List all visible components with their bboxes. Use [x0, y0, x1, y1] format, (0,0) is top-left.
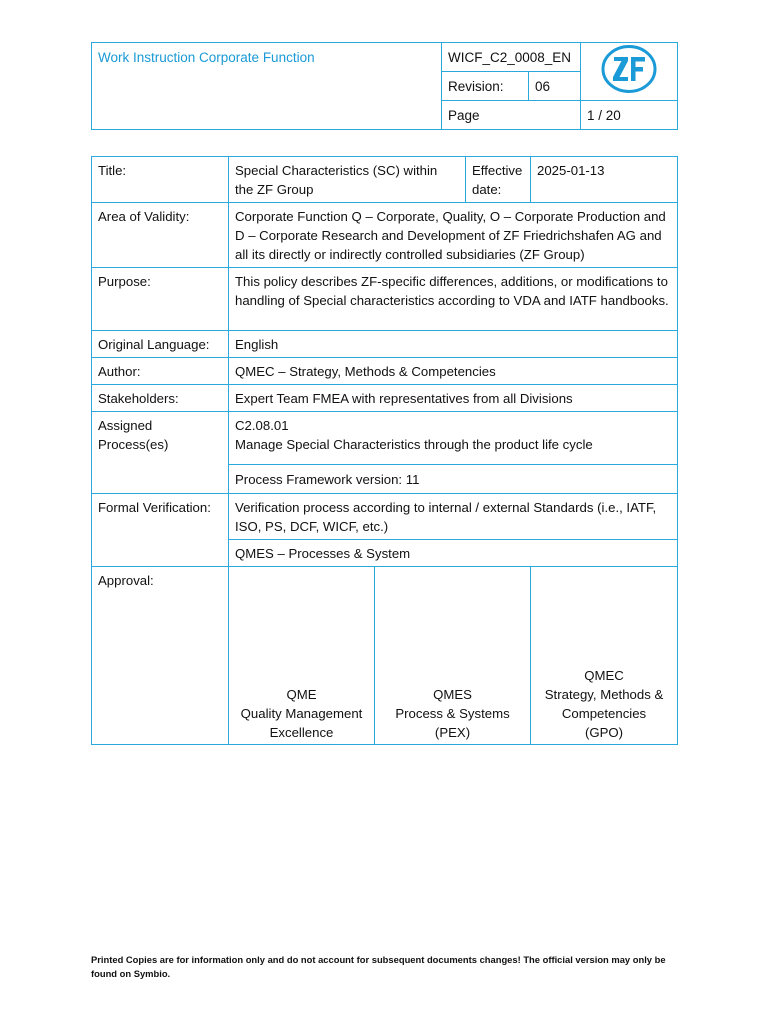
approver-qmec: [531, 567, 678, 745]
revision-label: Revision:: [442, 72, 529, 101]
author-label: Author:: [92, 358, 229, 385]
validity-value: Corporate Function Q – Corporate, Quality, O – Corporate Production and D – Corporate Research and Development of ZF Friedrichshafen AG and all its directly or indirectly controlled subsidiaries (ZF Group): [229, 203, 678, 268]
approver-role: (GPO): [584, 725, 624, 740]
document-type-title: Work Instruction Corporate Function: [92, 43, 442, 130]
approver-name: Competencies: [561, 706, 647, 721]
title-label: Title:: [92, 157, 229, 203]
process-code: C2.08.01: [235, 418, 289, 433]
zf-logo-icon: [600, 44, 658, 94]
language-value: English: [229, 331, 678, 358]
purpose-value: This policy describes ZF-specific differences, additions, or modifications to handling of Special characteristics according to VDA and IATF handbooks.: [229, 268, 678, 331]
approver-name: (PEX): [434, 725, 471, 740]
effective-date-label: Effective date:: [466, 157, 531, 203]
process-label: Assigned Process(es): [92, 412, 229, 494]
zf-logo: [581, 43, 678, 101]
print-notice-footer: Printed Copies are for information only and do not account for subsequent documents changes! The official version may only be found on Symbio.: [91, 954, 666, 979]
purpose-label: Purpose:: [92, 268, 229, 331]
verification-value: Verification process according to internal / external Standards (i.e., IATF, ISO, PS, DCF, WICF, etc.): [229, 494, 678, 540]
document-info-table: [91, 156, 678, 745]
language-label: Original Language:: [92, 331, 229, 358]
page-label: Page: [442, 101, 581, 130]
approver-code: QMES: [433, 687, 472, 702]
validity-label: Area of Validity:: [92, 203, 229, 268]
process-value: [229, 412, 678, 465]
effective-date-value: 2025-01-13: [531, 157, 678, 203]
approver-code: QMEC: [584, 668, 624, 683]
process-name: Manage Special Characteristics through the product life cycle: [235, 437, 593, 452]
approver-name: Strategy, Methods &: [544, 687, 664, 702]
approver-name: Quality Management: [240, 706, 363, 721]
verification-owner: QMES – Processes & System: [229, 540, 678, 567]
author-value: QMEC – Strategy, Methods & Competencies: [229, 358, 678, 385]
approver-code: QME: [286, 687, 317, 702]
verification-label: Formal Verification:: [92, 494, 229, 567]
document-id: WICF_C2_0008_EN: [442, 43, 581, 72]
approver-qmes: [375, 567, 531, 745]
approval-label: Approval:: [92, 567, 229, 745]
approver-name: Process & Systems: [395, 706, 510, 721]
page-number: 1 / 20: [581, 101, 678, 130]
title-value: Special Characteristics (SC) within the ZF Group: [229, 157, 466, 203]
revision-value: 06: [529, 72, 581, 101]
framework-version: Process Framework version: 11: [229, 465, 678, 494]
approver-name: Excellence: [269, 725, 334, 740]
header-table: [91, 42, 678, 130]
stakeholders-label: Stakeholders:: [92, 385, 229, 412]
stakeholders-value: Expert Team FMEA with representatives from all Divisions: [229, 385, 678, 412]
approver-qme: [229, 567, 375, 745]
